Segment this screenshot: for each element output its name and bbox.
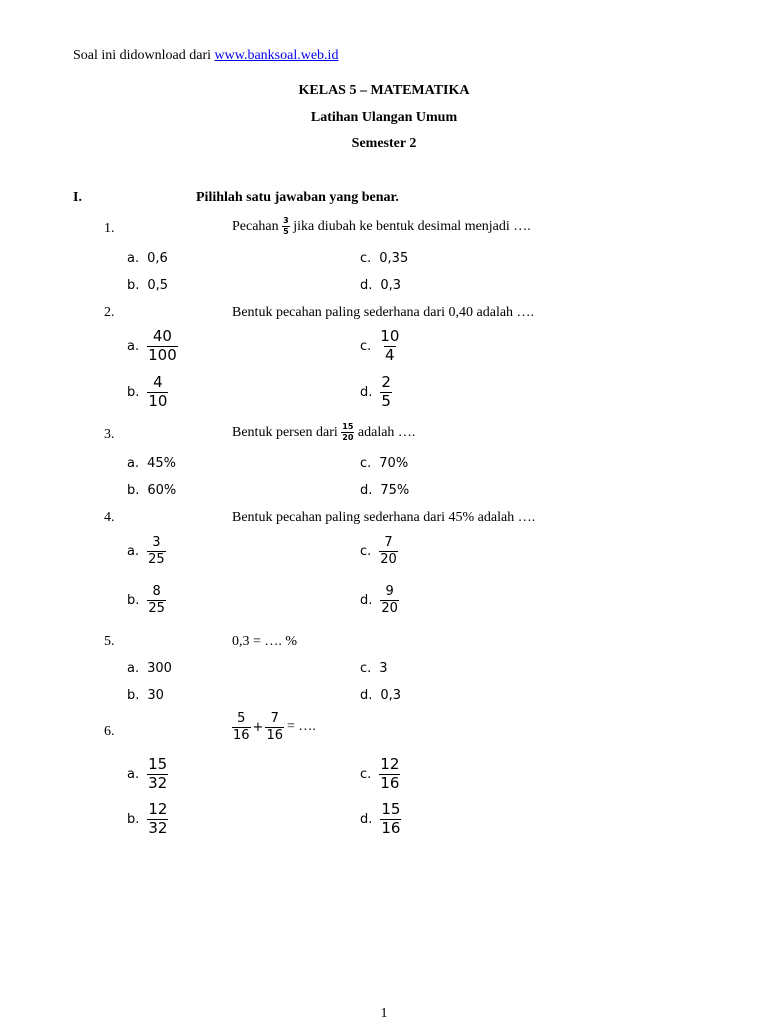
option-2a[interactable] (127, 329, 178, 364)
question-3-text-after: adalah …. (357, 425, 416, 441)
fraction-denominator: 4 (385, 345, 395, 364)
title-class: KELAS 5 – MATEMATIKA (298, 83, 470, 98)
page-number: 1 (380, 1006, 388, 1021)
option-value: 0,3 (380, 278, 402, 293)
option-fraction (379, 329, 400, 364)
option-6d[interactable] (360, 802, 401, 837)
question-4-text: Bentuk pecahan paling sederhana dari 45% adalah …. (232, 510, 536, 525)
option-label: d. (360, 384, 373, 400)
fraction-denominator: 16 (233, 727, 250, 743)
question-2-text: Bentuk pecahan paling sederhana dari 0,40 adalah …. (232, 305, 535, 320)
option-value: 3 (379, 661, 388, 676)
fraction-numerator: 12 (148, 800, 168, 818)
option-fraction (147, 757, 168, 792)
option-value: 60% (147, 483, 177, 498)
option-fraction (379, 536, 398, 566)
fraction-numerator: 15 (148, 755, 168, 773)
option-label: c. (360, 661, 372, 676)
option-4c[interactable] (360, 536, 398, 566)
fraction-denominator: 16 (381, 818, 401, 837)
option-value: 30 (147, 688, 164, 703)
option-5d[interactable] (360, 688, 401, 703)
fraction-numerator: 40 (152, 327, 172, 345)
section-instruction: Pilihlah satu jawaban yang benar. (196, 190, 399, 205)
option-fraction (147, 375, 168, 410)
question-6-number: 6. (104, 724, 115, 739)
fraction-denominator: 20 (380, 551, 397, 567)
option-6b[interactable] (127, 802, 168, 837)
option-3a[interactable] (127, 456, 176, 471)
fraction-denominator: 5 (381, 391, 391, 410)
option-label: a. (127, 543, 140, 559)
option-label: c. (360, 251, 372, 266)
option-fraction (380, 375, 392, 410)
expression-fraction-2 (265, 712, 284, 742)
option-value: 0,35 (379, 251, 409, 266)
option-4a[interactable] (127, 536, 166, 566)
option-label: d. (360, 483, 373, 498)
option-value: 300 (147, 661, 172, 676)
option-fraction (147, 802, 168, 837)
option-label: a. (127, 251, 140, 266)
fraction-numerator: 15 (342, 422, 354, 431)
option-3c[interactable] (360, 456, 408, 471)
option-label: b. (127, 278, 140, 293)
option-6c[interactable] (360, 757, 400, 792)
question-6-expression (232, 712, 316, 742)
option-1c[interactable] (360, 251, 408, 266)
option-fraction (147, 536, 166, 566)
question-3-text-before: Bentuk persen dari (232, 425, 342, 441)
fraction-denominator: 10 (148, 391, 168, 410)
question-1-fraction (282, 217, 290, 237)
fraction-denominator: 20 (342, 433, 354, 443)
fraction-denominator: 25 (148, 551, 165, 567)
fraction-numerator: 12 (380, 755, 400, 773)
option-value: 70% (379, 456, 409, 471)
option-label: d. (360, 811, 373, 827)
option-2d[interactable] (360, 375, 392, 410)
expression-fraction-1 (232, 712, 251, 742)
download-note (73, 48, 338, 64)
fraction-denominator: 20 (381, 600, 398, 616)
option-label: b. (127, 592, 140, 608)
question-5-text: 0,3 = …. % (232, 634, 298, 649)
option-label: c. (360, 543, 372, 559)
option-value: 75% (380, 483, 410, 498)
question-1-text-before: Pecahan (232, 219, 283, 235)
equals-ellipsis: = …. (287, 719, 316, 735)
fraction-numerator: 8 (152, 584, 161, 599)
fraction-denominator: 16 (380, 773, 400, 792)
option-1b[interactable] (127, 278, 168, 293)
fraction-numerator: 15 (381, 800, 401, 818)
title-exam: Latihan Ulangan Umum (310, 110, 458, 125)
option-fraction (380, 585, 399, 615)
option-label: b. (127, 811, 140, 827)
question-4-number: 4. (104, 510, 115, 525)
option-label: b. (127, 688, 140, 703)
option-label: a. (127, 338, 140, 354)
fraction-denominator: 16 (266, 727, 283, 743)
question-1-text-after: jika diubah ke bentuk desimal menjadi …. (293, 219, 531, 235)
option-5b[interactable] (127, 688, 164, 703)
option-label: c. (360, 456, 372, 471)
option-fraction (147, 329, 178, 364)
option-1d[interactable] (360, 278, 401, 293)
fraction-denominator: 32 (148, 773, 168, 792)
fraction-numerator: 3 (152, 535, 161, 550)
fraction-numerator: 7 (270, 711, 279, 726)
plus-sign: + (252, 719, 264, 735)
fraction-denominator: 5 (283, 227, 289, 237)
fraction-denominator: 25 (148, 600, 165, 616)
option-1a[interactable] (127, 251, 168, 266)
option-fraction (147, 585, 166, 615)
question-1-number: 1. (104, 221, 115, 236)
section-number: I. (73, 190, 82, 205)
fraction-denominator: 32 (148, 818, 168, 837)
question-1-text (232, 217, 531, 237)
option-4d[interactable] (360, 585, 399, 615)
option-4b[interactable] (127, 585, 166, 615)
option-value: 0,6 (147, 251, 168, 266)
option-label: d. (360, 592, 373, 608)
fraction-numerator: 4 (153, 373, 163, 391)
fraction-numerator: 3 (283, 216, 289, 225)
download-note-text: Soal ini didownload dari (73, 48, 215, 63)
option-label: a. (127, 456, 140, 471)
option-2c[interactable] (360, 329, 400, 364)
question-3-number: 3. (104, 427, 115, 442)
option-label: c. (360, 338, 372, 354)
download-link[interactable]: www.banksoal.web.id (214, 48, 339, 63)
option-label: d. (360, 688, 373, 703)
option-6a[interactable] (127, 757, 168, 792)
option-label: a. (127, 766, 140, 782)
option-label: b. (127, 483, 140, 498)
title-semester: Semester 2 (351, 136, 417, 151)
option-2b[interactable] (127, 375, 168, 410)
option-3d[interactable] (360, 483, 409, 498)
question-3-fraction (341, 423, 354, 443)
fraction-denominator: 100 (148, 345, 177, 364)
option-fraction (379, 757, 400, 792)
fraction-numerator: 5 (237, 711, 246, 726)
fraction-numerator: 10 (380, 327, 400, 345)
question-5-number: 5. (104, 634, 115, 649)
fraction-numerator: 9 (385, 584, 394, 599)
option-5a[interactable] (127, 661, 172, 676)
question-3-text (232, 423, 415, 443)
option-value: 0,5 (147, 278, 169, 293)
option-5c[interactable] (360, 661, 388, 676)
option-fraction (380, 802, 401, 837)
option-3b[interactable] (127, 483, 176, 498)
option-label: d. (360, 278, 373, 293)
option-value: 45% (147, 456, 177, 471)
option-value: 0,3 (380, 688, 402, 703)
option-label: a. (127, 661, 140, 676)
option-label: b. (127, 384, 140, 400)
option-label: c. (360, 766, 372, 782)
fraction-numerator: 2 (381, 373, 391, 391)
question-2-number: 2. (104, 305, 115, 320)
fraction-numerator: 7 (384, 535, 393, 550)
